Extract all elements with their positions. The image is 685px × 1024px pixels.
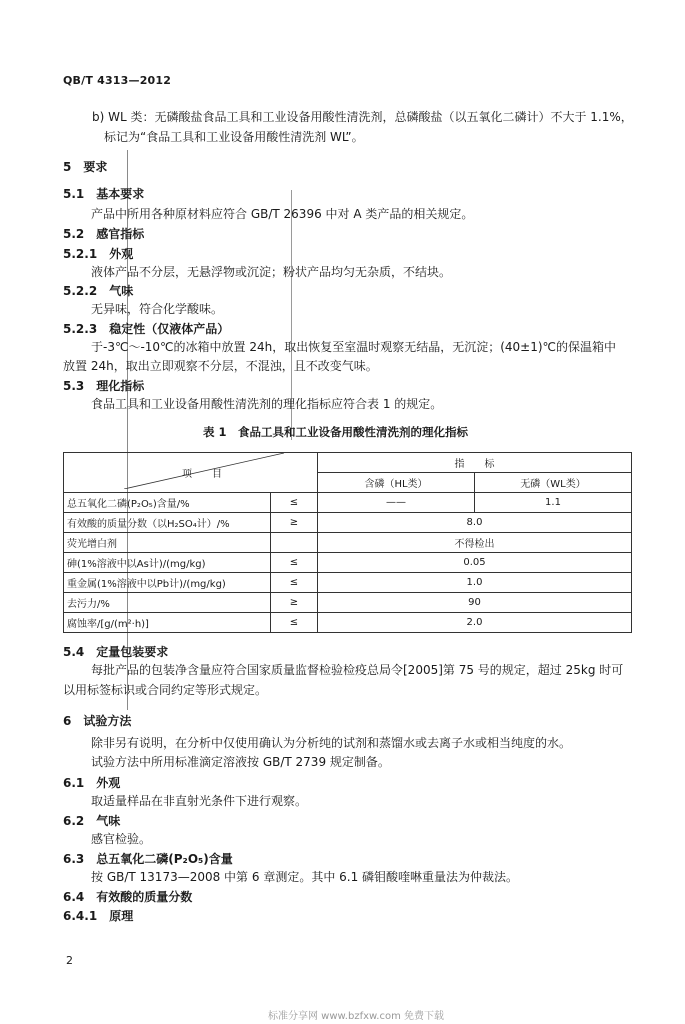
section-number: 6.4 [63, 890, 85, 904]
list-item-b-line1: b) WL 类：无磷酸盐食品工具和工业设备用酸性清洗剂，总磷酸盐（以五氧化二磷计）不大于 1.1%， [92, 110, 633, 124]
row-value-hl: —— [318, 493, 475, 513]
list-item-b-line2: 标记为“食品工具和工业设备用酸性清洗剂 WL”。 [104, 130, 364, 144]
section-5-4-heading [63, 643, 168, 660]
section-number: 5.1 [63, 187, 85, 201]
row-value-wl: 1.1 [475, 493, 632, 513]
section-number: 5.2 [63, 227, 85, 241]
table-row [64, 533, 632, 553]
diagonal-line-icon [124, 453, 344, 489]
section-5-1-heading [63, 185, 144, 202]
section-6-1-heading [63, 774, 120, 791]
document-code: QB/T 4313—2012 [63, 74, 172, 87]
section-6-body-line1: 除非另有说明，在分析中仅使用确认为分析纯的试剂和蒸馏水或去离子水或相当纯度的水。 [91, 736, 572, 750]
row-item: 去污力/% [64, 593, 271, 613]
section-6-2-heading [63, 812, 120, 829]
section-5-4-body-line1: 每批产品的包装净含量应符合国家质量监督检验检疫总局令[2005]第 75 号的规定，超过 25kg 时可 [91, 663, 624, 677]
table-row [64, 593, 632, 613]
page-number: 2 [66, 954, 73, 967]
section-title: 稳定性（仅液体产品） [109, 322, 230, 336]
section-5-2-3-body-line1: 于-3℃～-10℃的冰箱中放置 24h，取出恢复至室温时观察无结晶，无沉淀；(40±1)℃的保温箱中 [91, 340, 617, 354]
section-6-2-body: 感官检验。 [91, 832, 152, 846]
table-head-wl: 无磷（WL类） [475, 473, 632, 493]
table-head-item: 项 目 [182, 469, 222, 480]
section-number: 6 [63, 714, 72, 728]
table-row [64, 513, 632, 533]
section-title: 要求 [83, 160, 108, 174]
section-number: 5.3 [63, 379, 85, 393]
row-value: 不得检出 [318, 533, 632, 553]
section-number: 5 [63, 160, 72, 174]
section-number: 5.2.1 [63, 247, 98, 261]
section-number: 6.2 [63, 814, 85, 828]
footer-watermark: 标准分享网 www.bzfxw.com 免费下载 [268, 1011, 444, 1022]
row-compare: ≤ [271, 553, 318, 573]
section-6-4-heading [63, 888, 192, 905]
section-6-3-body: 按 GB/T 13173—2008 中第 6 章测定。其中 6.1 磷钼酸喹啉重量法为仲裁法。 [91, 870, 519, 884]
section-5-2-2-body: 无异味，符合化学酸味。 [91, 302, 224, 316]
section-5-4-body-line2: 以用标签标识或合同约定等形式规定。 [63, 683, 268, 697]
table-caption: 表 1 食品工具和工业设备用酸性清洗剂的理化指标 [203, 425, 469, 439]
section-title: 外观 [109, 247, 134, 261]
section-5-3-body: 食品工具和工业设备用酸性清洗剂的理化指标应符合表 1 的规定。 [91, 397, 443, 411]
row-value: 90 [318, 593, 632, 613]
section-5-2-1-heading [63, 245, 133, 262]
section-6-1-body: 取适量样品在非直射光条件下进行观察。 [91, 794, 308, 808]
row-value: 2.0 [318, 613, 632, 633]
section-title: 原理 [109, 909, 134, 923]
table-head-item-cell [64, 453, 318, 493]
row-item: 腐蚀率/[g/(m²·h)] [64, 613, 271, 633]
section-5-2-1-body: 液体产品不分层，无悬浮物或沉淀；粉状产品均匀无杂质，不结块。 [91, 265, 452, 279]
row-value: 0.05 [318, 553, 632, 573]
table-row [64, 613, 632, 633]
section-5-3-heading [63, 377, 144, 394]
section-title: 总五氧化二磷(P₂O₅)含量 [96, 852, 233, 866]
table-head-index: 指 标 [318, 453, 632, 473]
section-number: 5.2.2 [63, 284, 98, 298]
row-compare: ≤ [271, 573, 318, 593]
row-item: 总五氧化二磷(P₂O₅)含量/% [64, 493, 271, 513]
section-5-2-3-body-line2: 放置 24h，取出立即观察不分层，不混浊，且不改变气味。 [63, 359, 378, 373]
section-6-4-1-heading [63, 907, 133, 924]
section-5-1-body: 产品中所用各种原材料应符合 GB/T 26396 中对 A 类产品的相关规定。 [91, 207, 474, 221]
section-title: 气味 [109, 284, 134, 298]
section-5-heading [63, 158, 107, 175]
table-row [64, 573, 632, 593]
row-compare: ≥ [271, 513, 318, 533]
section-6-body-line2: 试验方法中所用标准滴定溶液按 GB/T 2739 规定制备。 [91, 755, 390, 769]
section-number: 6.1 [63, 776, 85, 790]
section-number: 6.3 [63, 852, 85, 866]
table-row [64, 493, 632, 513]
section-number: 6.4.1 [63, 909, 98, 923]
row-item: 重金属(1%溶液中以Pb计)/(mg/kg) [64, 573, 271, 593]
section-number: 5.4 [63, 645, 85, 659]
section-title: 试验方法 [83, 714, 132, 728]
section-title: 气味 [96, 814, 121, 828]
physicochemical-table [63, 452, 632, 633]
row-value: 1.0 [318, 573, 632, 593]
section-6-heading [63, 712, 131, 729]
row-value: 8.0 [318, 513, 632, 533]
section-5-2-3-heading [63, 320, 229, 337]
section-title: 有效酸的质量分数 [96, 890, 193, 904]
section-5-2-heading [63, 225, 144, 242]
section-6-3-heading [63, 850, 233, 867]
row-compare [271, 533, 318, 553]
section-title: 基本要求 [96, 187, 145, 201]
section-number: 5.2.3 [63, 322, 98, 336]
section-title: 定量包装要求 [96, 645, 169, 659]
section-5-2-2-heading [63, 282, 133, 299]
row-compare: ≥ [271, 593, 318, 613]
row-compare: ≤ [271, 613, 318, 633]
row-compare: ≤ [271, 493, 318, 513]
row-item: 有效酸的质量分数（以H₂SO₄计）/% [64, 513, 271, 533]
table-head-hl: 含磷（HL类） [318, 473, 475, 493]
row-item: 砷(1%溶液中以As计)/(mg/kg) [64, 553, 271, 573]
section-title: 理化指标 [96, 379, 145, 393]
section-title: 感官指标 [96, 227, 145, 241]
table-row [64, 553, 632, 573]
row-item: 荧光增白剂 [64, 533, 271, 553]
section-title: 外观 [96, 776, 121, 790]
